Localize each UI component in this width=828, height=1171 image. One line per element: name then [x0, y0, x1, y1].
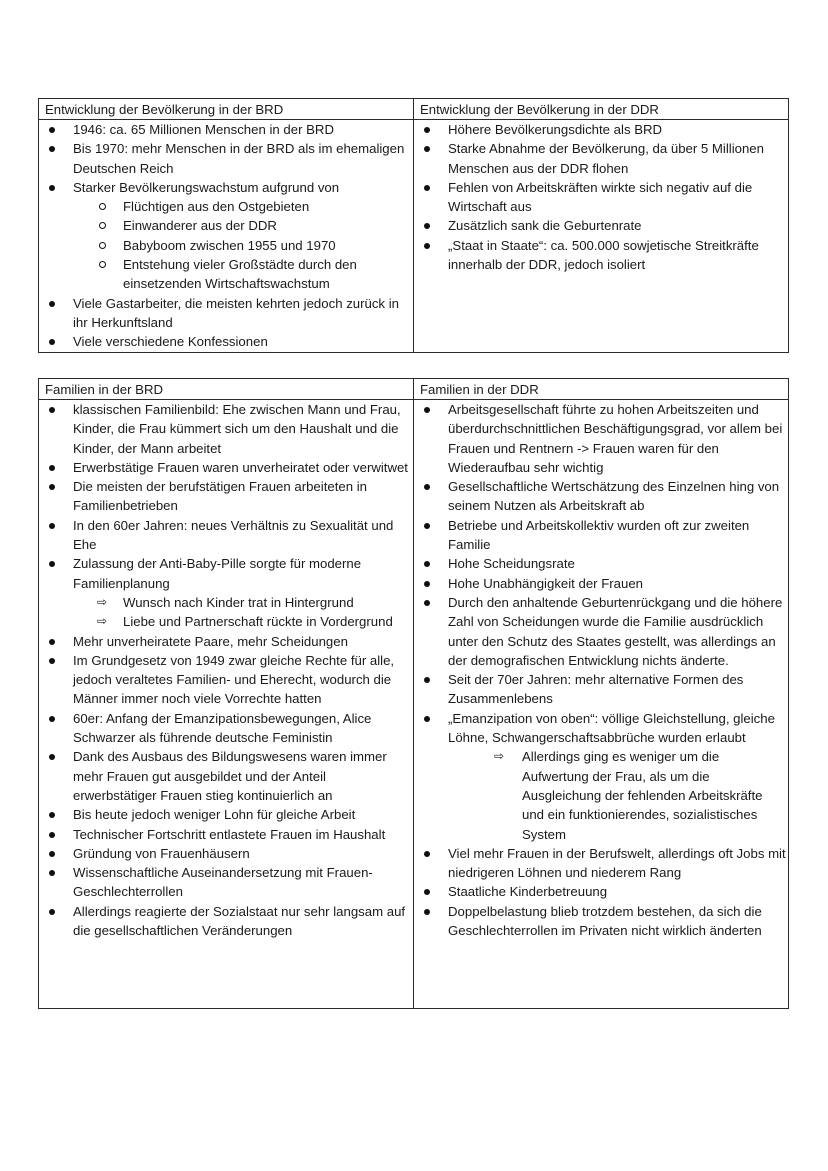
- ddr-population-item-text: Starke Abnahme der Bevölkerung, da über 5 Millionen Menschen aus der DDR flohen: [448, 141, 764, 176]
- arrow-right-icon: ⇨: [97, 614, 108, 629]
- ddr-family-item: [414, 670, 788, 709]
- ddr-family-item-text: Arbeitsgesellschaft führte zu hohen Arbeitszeiten und überdurchschnittlichen Beschäftigungsgrad, vor allem bei Frauen und Rentnern -> Frauen waren für den Wiederaufbau sehr wichtig: [448, 402, 783, 475]
- brd-family-item: [39, 902, 413, 941]
- brd-family-item-text: 60er: Anfang der Emanzipationsbewegungen, Alice Schwarzer als führende deutsche Feministin: [73, 710, 372, 746]
- brd-population-item: [39, 294, 413, 333]
- ddr-family-item-text: Seit der 70er Jahren: mehr alternative Formen des Zusammenlebens: [448, 672, 744, 707]
- brd-population-item: [39, 332, 413, 351]
- arrow-right-icon: ⇨: [494, 749, 505, 764]
- ddr-family-item-text: Hohe Unabhängigkeit der Frauen: [448, 575, 644, 591]
- brd-family-item-text: Erwerbstätige Frauen waren unverheiratet oder verwitwet: [73, 459, 408, 475]
- ddr-family-cell: [414, 400, 789, 1009]
- brd-family-item: [39, 863, 413, 902]
- brd-family-item: [39, 747, 413, 805]
- ddr-population-header: Entwicklung der Bevölkerung in der DDR: [414, 99, 789, 120]
- ddr-population-item: [414, 216, 788, 235]
- ddr-family-item: [414, 477, 788, 516]
- ddr-population-item-text: „Staat in Staate“: ca. 500.000 sowjetische Streitkräfte innerhalb der DDR, jedoch isoliert: [448, 237, 759, 273]
- brd-population-cell: [39, 120, 414, 353]
- brd-family-item: [39, 844, 413, 863]
- ddr-family-item-text: Betriebe und Arbeitskollektiv wurden oft zur zweiten Familie: [448, 517, 750, 553]
- brd-family-item-text: Wunsch nach Kinder trat in Hintergrund: [123, 594, 354, 610]
- population-header-row: [39, 99, 789, 120]
- ddr-family-item-text: Gesellschaftliche Wertschätzung des Einzelnen hing von seinem Nutzen als Arbeitskraft ab: [448, 479, 780, 514]
- brd-population-item-text: Entstehung vieler Großstädte durch den einsetzenden Wirtschaftswachstum: [123, 257, 357, 292]
- ddr-family-item: [414, 882, 788, 901]
- brd-population-item: [39, 139, 413, 178]
- brd-family-item-text: Mehr unverheiratete Paare, mehr Scheidungen: [73, 633, 348, 649]
- ddr-family-item: [414, 516, 788, 555]
- brd-family-list: [39, 400, 413, 940]
- brd-population-item: [39, 197, 413, 216]
- brd-family-item-text: Zulassung der Anti-Baby-Pille sorgte für moderne Familienplanung: [73, 556, 362, 591]
- brd-family-item-text: In den 60er Jahren: neues Verhältnis zu Sexualität und Ehe: [73, 517, 394, 553]
- brd-family-item: [39, 554, 413, 593]
- family-header-row: [39, 379, 789, 400]
- brd-family-item: [39, 709, 413, 748]
- ddr-family-item: [414, 709, 788, 748]
- ddr-family-item: [414, 400, 788, 477]
- brd-family-item: [39, 825, 413, 844]
- ddr-population-item: [414, 236, 788, 275]
- brd-family-item: [39, 651, 413, 709]
- family-table: [38, 378, 789, 1009]
- ddr-population-list: [414, 120, 788, 274]
- brd-population-item-text: Flüchtigen aus den Ostgebieten: [123, 199, 310, 215]
- ddr-population-item: [414, 120, 788, 139]
- brd-family-item-text: Wissenschaftliche Auseinandersetzung mit Frauen-Geschlechterrollen: [73, 865, 373, 900]
- ddr-family-item-text: Allerdings ging es weniger um die Aufwertung der Frau, als um die Ausgleichung der fehlenden Arbeitskräfte und ein funktionierendes, sozialistisches System: [522, 749, 763, 842]
- ddr-family-list: [414, 400, 788, 940]
- ddr-family-item: [414, 554, 788, 573]
- ddr-family-item: [414, 747, 788, 843]
- brd-family-item: [39, 805, 413, 824]
- brd-population-item: [39, 120, 413, 139]
- ddr-population-cell: [414, 120, 789, 353]
- ddr-population-item: [414, 139, 788, 178]
- ddr-population-item-text: Zusätzlich sank die Geburtenrate: [448, 218, 642, 234]
- brd-population-item-text: Viele verschiedene Konfessionen: [73, 334, 268, 350]
- brd-population-item-text: Bis 1970: mehr Menschen in der BRD als im ehemaligen Deutschen Reich: [73, 141, 405, 176]
- brd-family-item-text: klassischen Familienbild: Ehe zwischen Mann und Frau, Kinder, die Frau kümmert sich um den Haushalt und die Kinder, der Mann arbeitet: [73, 402, 401, 456]
- ddr-family-item: [414, 844, 788, 883]
- brd-family-item: [39, 400, 413, 458]
- brd-family-item: [39, 612, 413, 631]
- ddr-family-item: [414, 593, 788, 670]
- brd-family-item-text: Die meisten der berufstätigen Frauen arbeiteten in Familienbetrieben: [73, 479, 367, 514]
- brd-family-item: [39, 516, 413, 555]
- brd-family-item: [39, 593, 413, 612]
- brd-population-item: [39, 255, 413, 294]
- brd-population-item: [39, 236, 413, 255]
- brd-family-item-text: Technischer Fortschritt entlastete Frauen im Haushalt: [73, 826, 386, 842]
- brd-family-item-text: Allerdings reagierte der Sozialstaat nur sehr langsam auf die gesellschaftlichen Veränderungen: [73, 903, 406, 939]
- ddr-population-item-text: Höhere Bevölkerungsdichte als BRD: [448, 122, 663, 137]
- brd-family-item-text: Bis heute jedoch weniger Lohn für gleiche Arbeit: [73, 807, 356, 823]
- brd-population-item: [39, 216, 413, 235]
- brd-family-item: [39, 632, 413, 651]
- ddr-family-item: [414, 902, 788, 941]
- ddr-family-item-text: Durch den anhaltende Geburtenrückgang und die höhere Zahl von Scheidungen wurde die Familie ausdrücklich unter den Schutz des Staates gestellt, was allerdings an der demografischen Entwicklung nichts änderte.: [448, 594, 783, 668]
- brd-family-item: [39, 458, 413, 477]
- brd-population-item-text: Starker Bevölkerungswachstum aufgrund von: [73, 179, 340, 195]
- brd-population-item-text: 1946: ca. 65 Millionen Menschen in der BRD: [73, 122, 334, 137]
- ddr-family-item-text: Doppelbelastung blieb trotzdem bestehen, da sich die Geschlechterrollen im Privaten nicht wirklich änderten: [448, 903, 762, 939]
- brd-population-item-text: Einwanderer aus der DDR: [123, 218, 277, 234]
- brd-population-header: Entwicklung der Bevölkerung in der BRD: [39, 99, 414, 120]
- brd-population-item-text: Viele Gastarbeiter, die meisten kehrten jedoch zurück in ihr Herkunftsland: [73, 295, 399, 330]
- brd-family-item-text: Gründung von Frauenhäusern: [73, 845, 250, 861]
- ddr-family-header: Familien in der DDR: [414, 379, 789, 400]
- brd-population-item: [39, 178, 413, 197]
- ddr-population-item: [414, 178, 788, 217]
- brd-family-header: Familien in der BRD: [39, 379, 414, 400]
- ddr-family-item-text: „Emanzipation von oben“: völlige Gleichstellung, gleiche Löhne, Schwangerschaftsabbrüche wurden erlaubt: [448, 710, 775, 746]
- brd-family-item-text: Im Grundgesetz von 1949 zwar gleiche Rechte für alle, jedoch veraltetes Familien- und Eherecht, wodurch die Männer immer noch viele Vorrechte hatten: [73, 652, 395, 707]
- ddr-family-item-text: Hohe Scheidungsrate: [448, 556, 575, 572]
- ddr-population-item-text: Fehlen von Arbeitskräften wirkte sich negativ auf die Wirtschaft aus: [448, 179, 753, 215]
- ddr-family-item-text: Viel mehr Frauen in der Berufswelt, allerdings oft Jobs mit niedrigeren Löhnen und niederem Rang: [448, 845, 786, 881]
- family-body-row: [39, 400, 789, 1009]
- brd-family-cell: [39, 400, 414, 1009]
- ddr-family-item-text: Staatliche Kinderbetreuung: [448, 884, 608, 900]
- brd-family-item-text: Liebe und Partnerschaft rückte in Vordergrund: [123, 614, 393, 630]
- population-body-row: [39, 120, 789, 353]
- arrow-right-icon: ⇨: [97, 594, 108, 609]
- brd-family-item: [39, 477, 413, 516]
- ddr-family-item: [414, 574, 788, 593]
- brd-population-list: [39, 120, 413, 352]
- brd-population-item-text: Babyboom zwischen 1955 und 1970: [123, 237, 336, 253]
- population-table: [38, 98, 789, 353]
- brd-family-item-text: Dank des Ausbaus des Bildungswesens waren immer mehr Frauen gut ausgebildet und der Anteil erwerbstätiger Frauen stieg kontinuierlich an: [73, 749, 387, 803]
